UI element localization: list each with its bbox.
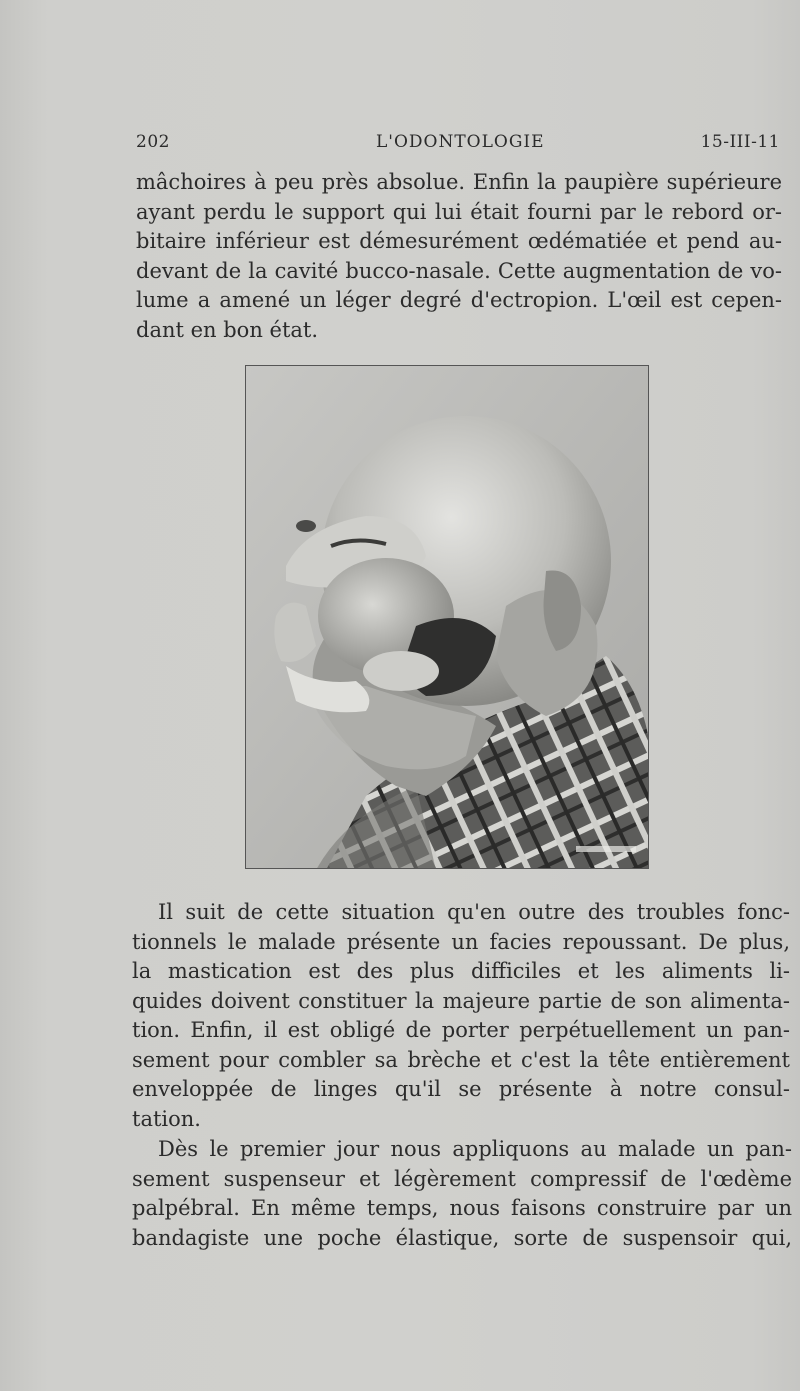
text-line: quides doivent constituer la majeure partie de son alimenta-	[132, 988, 790, 1013]
text-line: devant de la cavité bucco-nasale. Cette augmentation de vo-	[136, 258, 782, 283]
paragraph-3	[132, 1135, 792, 1253]
running-head	[136, 132, 780, 158]
paragraph-1	[136, 168, 782, 345]
text-line: sement suspenseur et légèrement compressif de l'œdème	[132, 1166, 792, 1191]
text-line: bandagiste une poche élastique, sorte de suspensoir qui,	[132, 1225, 792, 1250]
text-line: bitaire inférieur est démesurément œdématiée et pend au-	[136, 229, 782, 253]
text-line: lume a amené un léger degré d'ectropion. L'œil est cepen-	[136, 288, 782, 312]
text-line: Il suit de cette situation qu'en outre des troubles fonc-	[158, 900, 790, 924]
photo-frame	[245, 365, 649, 869]
text-line: sement pour combler sa brèche et c'est la tête entièrement	[132, 1047, 790, 1072]
paragraph-2	[132, 898, 790, 1134]
text-line: mâchoires à peu près absolue. Enfin la paupière supérieure	[136, 170, 782, 194]
text-line: dant en bon état.	[136, 317, 319, 342]
text-line: tation.	[132, 1106, 201, 1131]
text-line: enveloppée de linges qu'il se présente à notre consul-	[132, 1077, 790, 1101]
text-line: Dès le premier jour nous appliquons au malade un pan-	[158, 1137, 792, 1161]
text-line: la mastication est des plus difficiles et les aliments li-	[132, 959, 790, 983]
text-line: tion. Enfin, il est obligé de porter perpétuellement un pan-	[132, 1018, 790, 1042]
text-line: palpébral. En même temps, nous faisons construire par un	[132, 1196, 792, 1220]
page-number: 202	[136, 132, 170, 152]
journal-title: L'ODONTOLOGIE	[376, 132, 545, 152]
text-line: ayant perdu le support qui lui était fourni par le rebord or-	[136, 199, 782, 224]
text-line: tionnels le malade présente un facies repoussant. De plus,	[132, 929, 790, 954]
issue-date: 15-III-11	[700, 132, 780, 152]
patient-portrait-image	[246, 366, 649, 869]
patient-photograph	[245, 365, 651, 871]
